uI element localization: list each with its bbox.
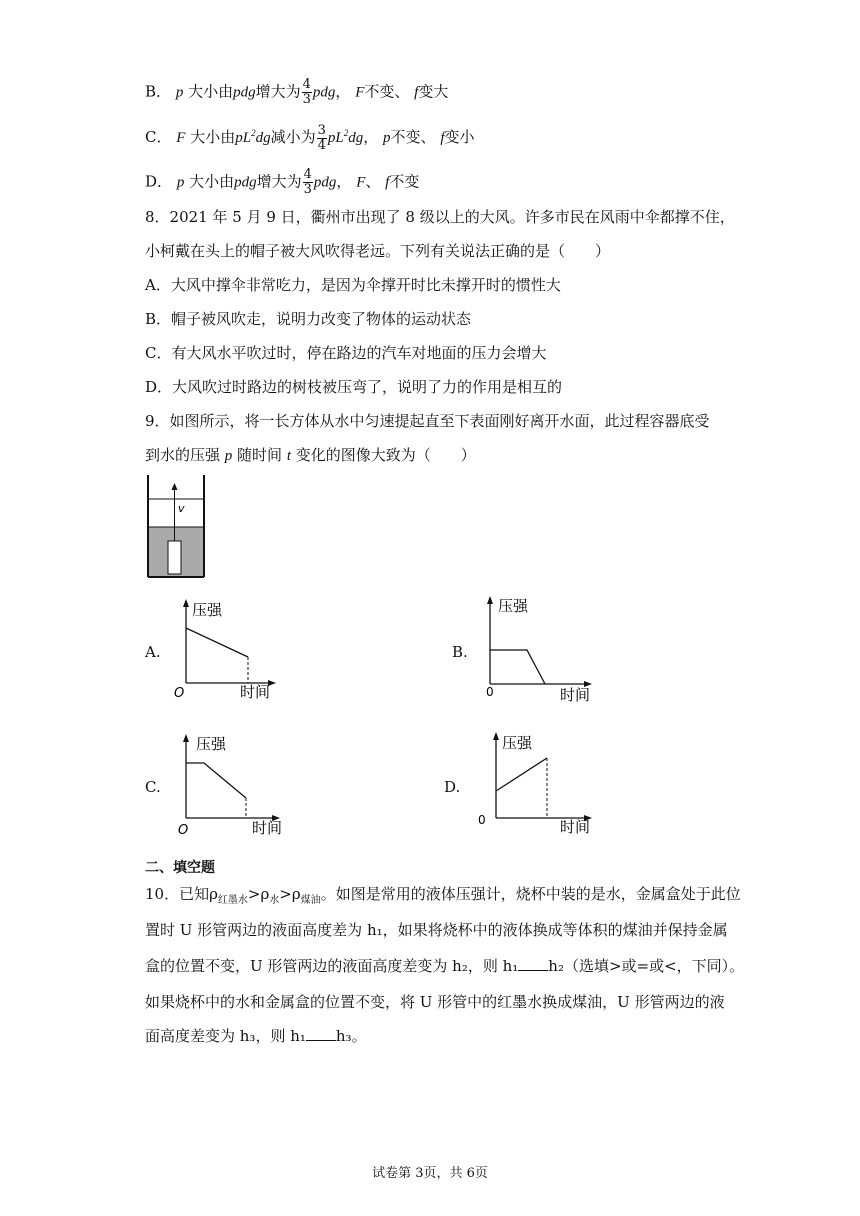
fraction-4-3: $\frac{4}{3}$ [303, 167, 312, 197]
graph-a-xlabel: 时间 [240, 683, 271, 700]
answer-blank-1[interactable] [518, 956, 548, 971]
graph-d-ylabel: 压强 [502, 734, 533, 752]
graph-a-ylabel: 压强 [192, 601, 223, 619]
graph-c-ylabel: 压强 [196, 735, 227, 753]
q10-line1: 10．已知$\rho_{红墨水}>\rho_水>\rho_{煤油}$。如图是常用的液体压强计，烧杯中装的是水，金属盒处于此位 [145, 885, 741, 906]
q10-line5: 面高度差变为 h₃，则 h₁ h₃。 [145, 1027, 367, 1045]
graph-b-ylabel: 压强 [498, 597, 529, 615]
section-heading: 二、填空题 [145, 860, 215, 876]
graph-c-origin: O [178, 823, 189, 838]
q7-option-d: D． p 大小由pdg增大为 $\frac{4}{3}$ pdg， F、 f不变 [145, 167, 420, 197]
q7-option-b: B． p 大小由pdg增大为 $\frac{4}{3}$ pdg， F不变、 f变大 [145, 77, 449, 107]
q9-graph-c [168, 730, 293, 838]
graph-a-origin: O [174, 686, 185, 700]
velocity-label: v [178, 502, 185, 515]
graph-d-xlabel: 时间 [560, 818, 591, 836]
fraction-3-4: $\frac{3}{4}$ [317, 122, 326, 153]
q9-graph-d [474, 728, 599, 838]
q9-option-b-label: B. [452, 643, 468, 661]
q9-option-c-label: C. [145, 778, 161, 796]
q10-line4: 如果烧杯中的水和金属盒的位置不变，将 U 形管中的红墨水换成煤油，U 形管两边的液 [145, 993, 725, 1011]
fraction-4-3: $\frac{4}{3}$ [302, 77, 311, 107]
graph-b-origin: 0 [486, 685, 494, 699]
q8-option-d: D．大风吹过时路边的树枝被压弯了，说明了力的作用是相互的 [145, 378, 563, 396]
page-footer: 试卷第 3页，共 6页 [372, 1166, 488, 1181]
q9-stem-line2: 到水的压强 p 随时间 t 变化的图像大致为（ ） [145, 446, 476, 464]
q8-option-c: C．有大风水平吹过时，停在路边的汽车对地面的压力会增大 [145, 344, 547, 362]
q9-option-d-label: D. [444, 778, 461, 796]
q9-option-a-label: A. [145, 643, 161, 661]
graph-d-curve [496, 758, 547, 791]
q9-stem-line1: 9．如图所示，将一长方体从水中匀速提起直至下表面刚好离开水面，此过程容器底受 [145, 412, 710, 430]
q8-stem-line2: 小柯戴在头上的帽子被大风吹得老远。下列有关说法正确的是（ ） [145, 242, 611, 260]
graph-a-curve [186, 628, 248, 657]
q10-line2: 置时 U 形管两边的液面高度差为 h₁，如果将烧杯中的液体换成等体积的煤油并保持金属 [145, 921, 728, 939]
q10-line3: 盒的位置不变，U 形管两边的液面高度差变为 h₂，则 h₁ h₂（选填>或=或<，下同）。 [145, 957, 745, 975]
q9-graph-b [474, 592, 599, 704]
graph-b-xlabel: 时间 [560, 686, 591, 704]
graph-b-curve [490, 650, 545, 684]
q9-graph-a [168, 595, 283, 700]
q8-option-b: B．帽子被风吹走，说明力改变了物体的运动状态 [145, 310, 472, 328]
graph-d-origin: 0 [478, 813, 486, 827]
q7-option-c: C． F 大小由$pL^2dg$减小为 $\frac{3}{4}$ $pL^2dg$， p不变、 f变小 [145, 122, 475, 153]
q8-option-a: A．大风中撑伞非常吃力，是因为伞撑开时比未撑开时的惯性大 [145, 276, 561, 294]
graph-c-xlabel: 时间 [252, 819, 283, 837]
block [168, 541, 181, 574]
beaker-diagram [145, 475, 207, 581]
answer-blank-2[interactable] [306, 1026, 336, 1041]
graph-c-curve [186, 763, 246, 798]
q8-stem-line1: 8．2021 年 5 月 9 日，衢州市出现了 8 级以上的大风。许多市民在风雨中伞都撑不住， [145, 208, 735, 226]
velocity-arrow-icon [172, 483, 178, 490]
